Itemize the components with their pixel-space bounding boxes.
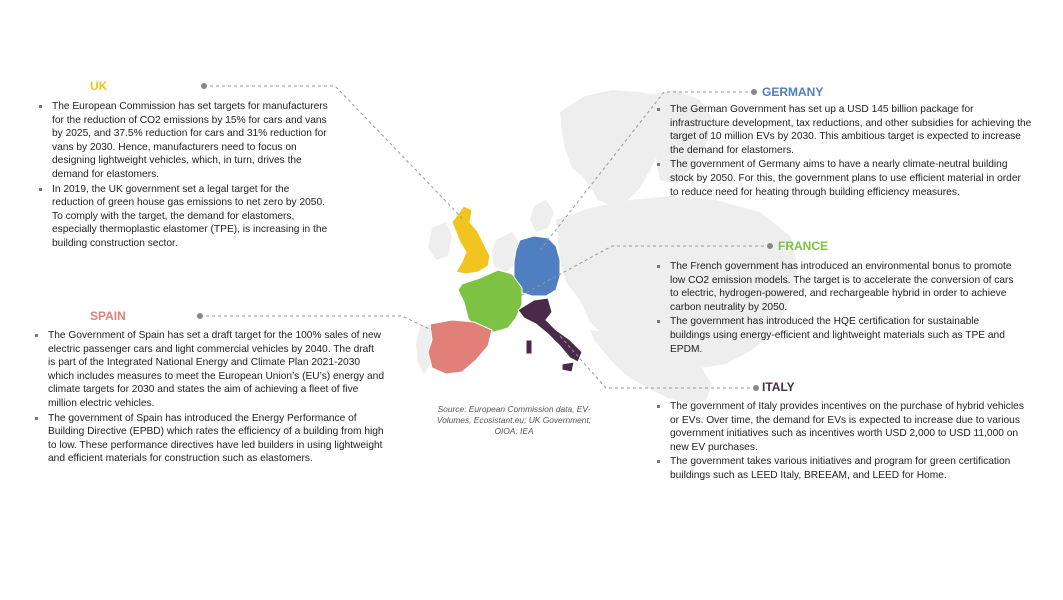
france-leader-dot <box>767 243 773 249</box>
uk-map-shape <box>452 206 490 274</box>
uk-bullet-1: The European Commission has set targets for manufacturers for the reduction of CO2 emissions by 15% for cars and vans by 2025, and 37.5% reduction for cars and 31% reduction for vans by 2030. Hence, manufacturers need to focus on designing lightweight vehicles, which, in turn, drives the demand for elastomers. <box>38 100 334 182</box>
italy-bullet-list <box>656 400 1034 484</box>
uk-title: UK <box>90 79 108 93</box>
source-note: Source: European Commission data, EV-Volumes, Ecosistant.eu; UK Government; OIOA; IEA <box>436 404 592 437</box>
germany-bullet-1: The German Government has set up a USD 145 billion package for infrastructure development, tax reductions, and other subsidies for achieving the target of 10 million EVs by 2030. This ambitious target is expected to increase the demand for elastomers. <box>656 103 1032 157</box>
france-bullet-2: The government has introduced the HQE certification for sustainable buildings using energy-efficient and lightweight materials such as TPE and EPDM. <box>656 315 1020 356</box>
sicily-map-shape <box>562 362 574 372</box>
ireland-shape <box>428 222 452 260</box>
sardinia-map-shape <box>526 340 532 354</box>
france-title: FRANCE <box>778 239 828 253</box>
spain-bullet-1: The Government of Spain has set a draft target for the 100% sales of new electric passenger cars and light commercial vehicles by 2040. The draft is part of the Integrated National Energy and Climate Plan 2021-2030 which includes measures to meet the European Union’s (EU’s) energy and climate targets for 2030 and states the aim of achieving a fleet of five million electric vehicles. <box>34 329 384 411</box>
uk-bullet-2: In 2019, the UK government set a legal target for the reduction of green house gas emissions to net zero by 2050. To comply with the target, the demand for elastomers, especially thermoplastic elastomer (TPE), is increasing in the building construction sector. <box>38 183 334 251</box>
uk-leader-dot <box>201 83 207 89</box>
italy-bullet-2: The government takes various initiatives and program for green certification buildings such as LEED Italy, BREEAM, and LEED for Home. <box>656 455 1034 482</box>
italy-title: ITALY <box>762 380 795 394</box>
spain-map-shape <box>428 320 492 374</box>
italy-bullet-1: The government of Italy provides incentives on the purchase of hybrid vehicles or EVs. Over time, the demand for EVs is expected to increase due to various government initiatives such as incentives worth USD 2,000 to USD 11,000 on new EV purchases. <box>656 400 1034 454</box>
uk-bullet-list <box>38 100 334 252</box>
germany-leader-dot <box>751 89 757 95</box>
germany-bullet-list <box>656 103 1032 200</box>
italy-leader-dot <box>753 385 759 391</box>
france-bullet-list <box>656 260 1020 357</box>
germany-bullet-2: The government of Germany aims to have a nearly climate-neutral building stock by 2050. For this, the government plans to use efficient material in order to reduce need for heating through building efficiency measures. <box>656 158 1032 199</box>
spain-bullet-2: The government of Spain has introduced the Energy Performance of Building Directive (EPBD) which rates the efficiency of a building from high to low. These performance directives have led builders in using lightweight and efficient materials for construction such as elastomers. <box>34 412 384 466</box>
spain-title: SPAIN <box>90 309 126 323</box>
france-bullet-1: The French government has introduced an environmental bonus to promote low CO2 emission models. The target is to accelerate the conversion of cars to electric, hydrogen-powered, and rechargeable hybrid in order to achieve carbon neutrality by 2050. <box>656 260 1020 314</box>
germany-title: GERMANY <box>762 85 824 99</box>
spain-leader-dot <box>197 313 203 319</box>
denmark-shape <box>530 200 554 232</box>
spain-bullet-list <box>34 329 384 467</box>
